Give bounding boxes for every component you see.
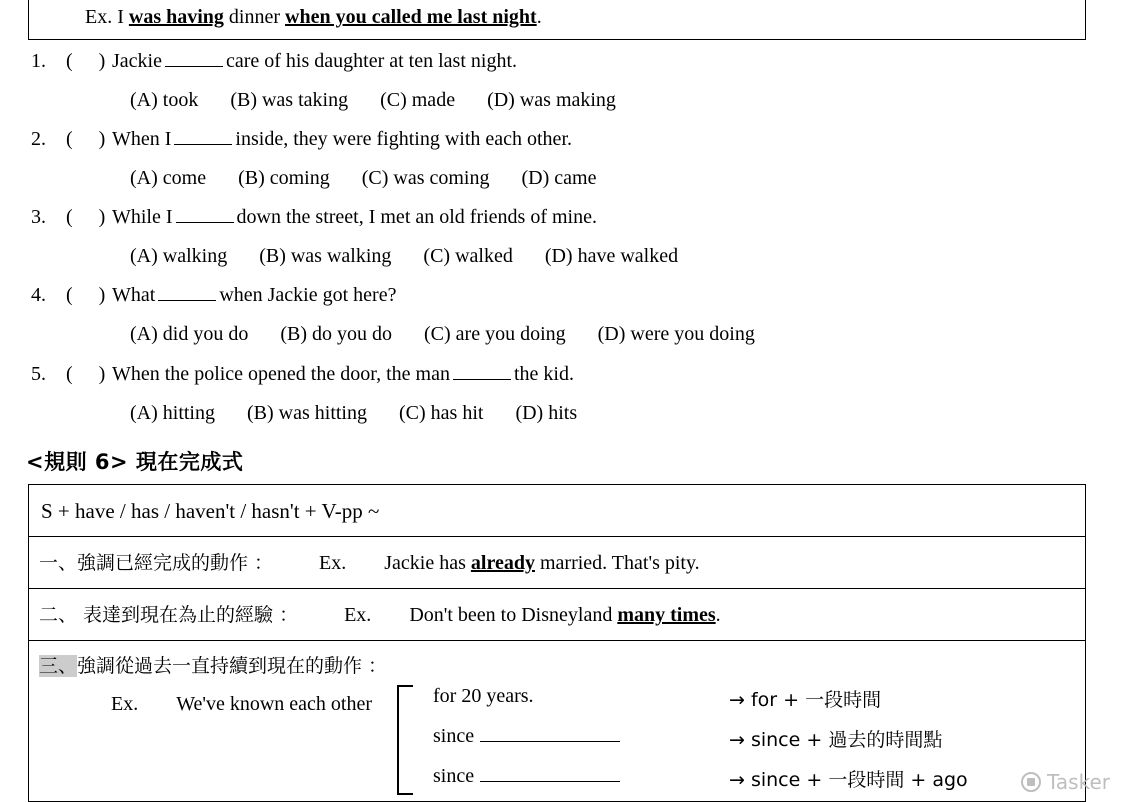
- option-text: for 20 years.: [433, 685, 534, 707]
- option-row: [433, 765, 620, 788]
- choice-a[interactable]: (A) hitting: [130, 402, 215, 424]
- option-text: since: [433, 725, 475, 747]
- rule-formula: S + have / has / haven't / hasn't + V-pp ~: [41, 499, 380, 523]
- choice-c[interactable]: (C) made: [380, 89, 456, 111]
- third-item-label: [39, 651, 387, 678]
- paren-open: (: [66, 206, 73, 228]
- ex-after: .: [715, 604, 721, 626]
- rule-table: [28, 484, 1086, 802]
- rule-item-label: 二、 表達到現在為止的經驗 ：: [39, 604, 299, 626]
- choice-a[interactable]: (A) come: [130, 167, 207, 189]
- option-blank[interactable]: [480, 781, 620, 782]
- example-suffix: .: [536, 6, 542, 28]
- answer-blank[interactable]: [176, 222, 234, 223]
- choices-row: [130, 402, 577, 425]
- question-number: 1.: [31, 50, 46, 72]
- ex-label: Ex.: [344, 604, 372, 626]
- paren-close: ): [98, 206, 106, 228]
- choice-a[interactable]: (A) did you do: [130, 323, 249, 345]
- question-text-before: What: [112, 284, 156, 306]
- option-arrow-text: → since + 一段時間 + ago: [729, 769, 968, 791]
- question-text-before: Jackie: [112, 50, 162, 72]
- choice-b[interactable]: (B) do you do: [280, 323, 392, 345]
- choice-b[interactable]: (B) was walking: [259, 245, 392, 267]
- choices-row: [130, 167, 596, 190]
- ex-label: Ex.: [111, 693, 139, 715]
- answer-paren[interactable]: [66, 128, 105, 151]
- question-text-after: care of his daughter at ten last night.: [225, 50, 517, 72]
- tasker-logo-icon: [1021, 772, 1041, 792]
- choices-row: [130, 323, 755, 346]
- rule-item-row: [29, 537, 1085, 589]
- ex-sentence: [409, 589, 720, 641]
- example-sentence: [85, 6, 542, 29]
- choice-d[interactable]: (D) was making: [487, 89, 616, 111]
- choice-a[interactable]: (A) took: [130, 89, 199, 111]
- rule-item-row: [29, 589, 1085, 641]
- question-text-before: While I: [112, 206, 173, 228]
- answer-paren[interactable]: [66, 284, 105, 307]
- choice-b[interactable]: (B) was hitting: [247, 402, 367, 424]
- option-arrow-text: → for + 一段時間: [729, 689, 882, 711]
- question-number: 2.: [31, 128, 46, 150]
- answer-paren[interactable]: [66, 50, 105, 73]
- question-text-after: down the street, I met an old friends of mine.: [236, 206, 597, 228]
- question-text-after: inside, they were fighting with each other.: [235, 128, 572, 150]
- option-arrow: [729, 685, 881, 712]
- rule-item-row-third: [29, 641, 1085, 801]
- question-text-before: When I: [112, 128, 172, 150]
- paren-open: (: [66, 284, 73, 306]
- paren-close: ): [98, 128, 106, 150]
- rule-heading: <規則 6> 現在完成式: [26, 450, 244, 474]
- choice-a[interactable]: (A) walking: [130, 245, 228, 267]
- answer-blank[interactable]: [174, 144, 232, 145]
- choice-d[interactable]: (D) hits: [515, 402, 578, 424]
- question-text: [112, 363, 574, 386]
- answer-blank[interactable]: [165, 66, 223, 67]
- choice-c[interactable]: (C) walked: [423, 245, 513, 267]
- option-row: [433, 685, 534, 708]
- ex-bold: many times: [617, 604, 716, 626]
- ex-after: married. That's pity.: [534, 552, 700, 574]
- third-example: [111, 693, 372, 716]
- choices-row: [130, 245, 678, 268]
- choice-d[interactable]: (D) have walked: [544, 245, 679, 267]
- choice-c[interactable]: (C) has hit: [399, 402, 484, 424]
- rule-item-label: 一、強調已經完成的動作 ：: [39, 552, 274, 574]
- question-text-after: the kid.: [513, 363, 574, 385]
- answer-paren[interactable]: [66, 206, 105, 229]
- question-text: [112, 128, 572, 151]
- option-arrow: [729, 725, 942, 752]
- paren-close: ): [98, 284, 106, 306]
- example-mid: dinner: [223, 6, 286, 28]
- watermark-text: Tasker: [1047, 770, 1110, 794]
- choices-row: [130, 89, 616, 112]
- answer-paren[interactable]: [66, 363, 105, 386]
- question-text: [112, 284, 396, 307]
- ex-before: Jackie has: [384, 552, 471, 574]
- ex-sentence: We've known each other: [176, 693, 373, 715]
- brace-bracket: [397, 685, 413, 795]
- question-number: 5.: [31, 363, 46, 385]
- option-row: [433, 725, 620, 748]
- ex-sentence: [384, 537, 699, 589]
- ex-bold: already: [470, 552, 535, 574]
- question-text-after: when Jackie got here?: [219, 284, 397, 306]
- paren-open: (: [66, 50, 73, 72]
- example-bold-2: when you called me last night: [285, 6, 537, 28]
- answer-blank[interactable]: [158, 300, 216, 301]
- option-blank[interactable]: [480, 741, 620, 742]
- answer-blank[interactable]: [453, 379, 511, 380]
- paren-close: ): [98, 50, 106, 72]
- option-arrow-text: → since + 過去的時間點: [729, 729, 943, 751]
- choice-b[interactable]: (B) was taking: [230, 89, 349, 111]
- question-number: 3.: [31, 206, 46, 228]
- watermark: [1021, 770, 1110, 794]
- choice-c[interactable]: (C) was coming: [361, 167, 490, 189]
- option-arrow: [729, 765, 968, 792]
- paren-open: (: [66, 363, 73, 385]
- third-item-text: 強調從過去一直持續到現在的動作 ：: [77, 655, 388, 677]
- paren-open: (: [66, 128, 73, 150]
- example-prefix: Ex. I: [85, 6, 129, 28]
- choice-b[interactable]: (B) coming: [238, 167, 330, 189]
- question-text-before: When the police opened the door, the man: [112, 363, 450, 385]
- option-text: since: [433, 765, 475, 787]
- ex-before: Don't been to Disneyland: [409, 604, 618, 626]
- choice-c[interactable]: (C) are you doing: [424, 323, 566, 345]
- ex-label: Ex.: [319, 552, 347, 574]
- example-box: [28, 0, 1086, 40]
- choice-d[interactable]: (D) were you doing: [597, 323, 755, 345]
- question-text: [112, 50, 517, 73]
- paren-close: ): [98, 363, 106, 385]
- question-text: [112, 206, 597, 229]
- example-bold-1: was having: [128, 6, 224, 28]
- question-number: 4.: [31, 284, 46, 306]
- rule-formula-row: [29, 485, 1085, 537]
- third-item-number: 三、: [39, 655, 78, 677]
- choice-d[interactable]: (D) came: [521, 167, 597, 189]
